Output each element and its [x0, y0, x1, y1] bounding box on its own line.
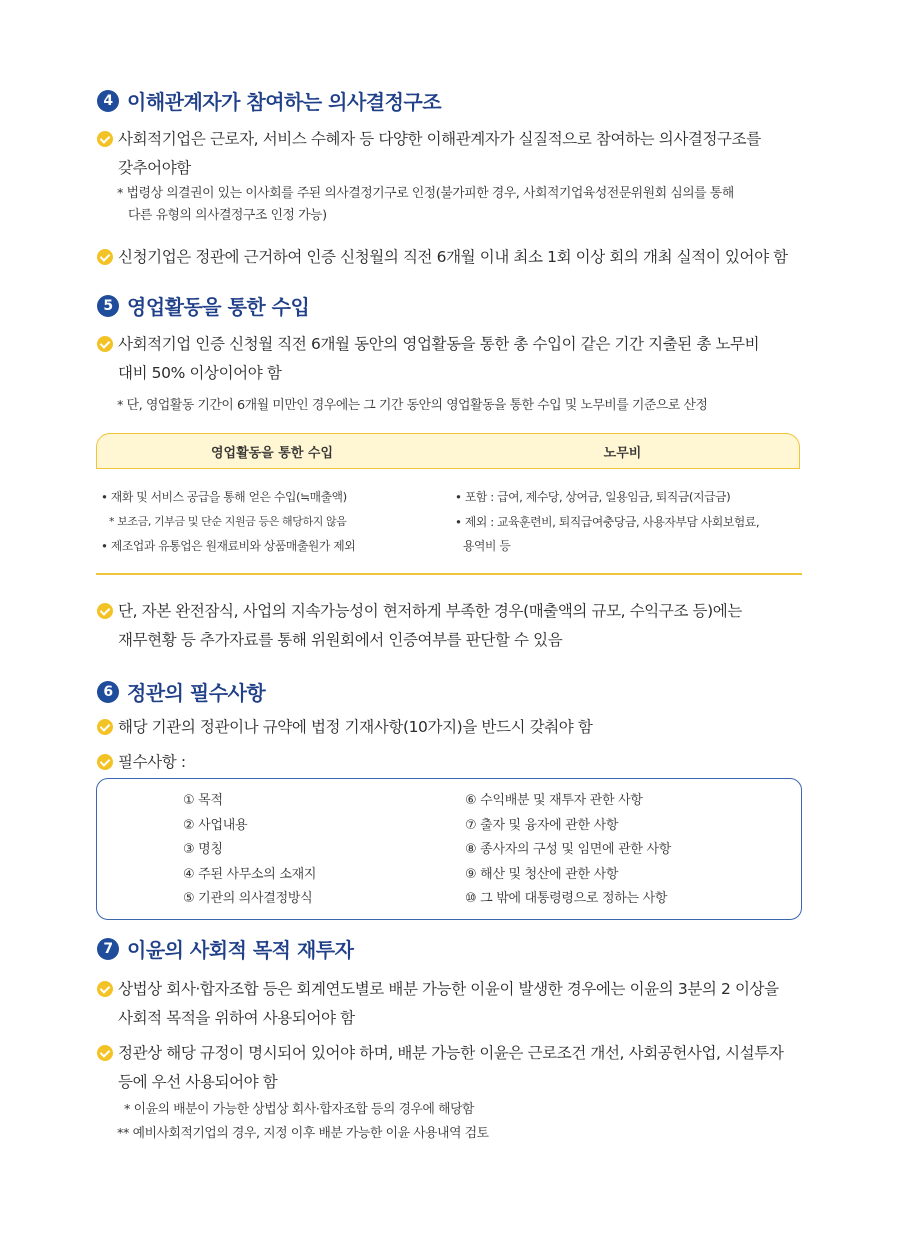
- check-icon: [97, 719, 113, 735]
- check-icon: [97, 981, 113, 997]
- bullet-line: 신청기업은 정관에 근거하여 인증 신청월의 직전 6개월 이내 최소 1회 이상 회의 개최 실적이 있어야 함: [118, 248, 788, 266]
- table-line: 용역비 등: [463, 539, 511, 553]
- section-7-bullet-1: [97, 975, 817, 1033]
- section-7-note-1: * 이윤의 배분이 가능한 상법상 회사·합자조합 등의 경우에 해당함: [124, 1102, 475, 1117]
- check-icon: [97, 754, 113, 770]
- bullet-line: 필수사항 :: [118, 753, 186, 771]
- section-number-badge: 5: [97, 295, 119, 317]
- section-5-bullet-1: [97, 330, 817, 388]
- table-sub-line: * 보조금, 기부금 및 단순 지원금 등은 해당하지 않음: [109, 514, 347, 528]
- note-line: 다른 유형의 의사결정구조 인정 가능): [128, 208, 327, 223]
- section-number-badge: 7: [97, 938, 119, 960]
- bullet-line: 재무현황 등 추가자료를 통해 위원회에서 인증여부를 판단할 수 있음: [118, 631, 563, 649]
- bullet-line: 단, 자본 완전잠식, 사업의 지속가능성이 현저하게 부족한 경우(매출액의 규모, 수익구조 등)에는: [118, 602, 742, 620]
- bullet-line: 해당 기관의 정관이나 규약에 법정 기재사항(10가지)을 반드시 갖춰야 함: [118, 718, 593, 736]
- section-6-bullet-2: [97, 748, 817, 777]
- section-4-note-1: [117, 183, 734, 227]
- required-items-left: [183, 789, 316, 912]
- section-number-badge: 6: [97, 681, 119, 703]
- list-item: ④ 주된 사무소의 소재지: [183, 866, 317, 882]
- list-item: ③ 명칭: [183, 842, 223, 857]
- bullet-line: 갖추어야함: [118, 159, 191, 177]
- table-line: • 제조업과 유통업은 원재료비와 상품매출원가 제외: [101, 539, 356, 553]
- section-4-heading: [97, 86, 441, 115]
- section-7-bullet-2: [97, 1039, 817, 1097]
- table-cell-labor-cost: [455, 485, 759, 559]
- note-line: * 법령상 의결권이 있는 이사회를 주된 의사결정기구로 인정(불가피한 경우, 사회적기업육성전문위원회 심의를 통해: [117, 186, 734, 201]
- list-item: ⑥ 수익배분 및 재투자 관한 사항: [465, 793, 643, 808]
- list-item: ⑨ 해산 및 청산에 관한 사항: [465, 866, 619, 882]
- table-line: • 재화 및 서비스 공급을 통해 얻은 수입(≒매출액): [101, 490, 347, 504]
- bullet-line: 정관상 해당 규정이 명시되어 있어야 하며, 배분 가능한 이윤은 근로조건 개선, 사회공헌사업, 시설투자: [118, 1044, 784, 1062]
- table-cell-revenue: [101, 485, 355, 559]
- bullet-line: 사회적 목적을 위하여 사용되어야 함: [118, 1009, 355, 1027]
- section-4-title: 이해관계자가 참여하는 의사결정구조: [127, 90, 442, 114]
- section-6-title: 정관의 필수사항: [127, 681, 266, 705]
- section-4-bullet-2: [97, 243, 817, 272]
- bullet-line: 상법상 회사·합자조합 등은 회계연도별로 배분 가능한 이윤이 발생한 경우에는 이윤의 3분의 2 이상을: [118, 980, 779, 998]
- table-header-revenue: 영업활동을 통한 수입: [96, 433, 448, 469]
- section-4-bullet-1: [97, 125, 817, 183]
- section-6-bullet-1: [97, 713, 817, 742]
- section-7-heading: [97, 934, 353, 963]
- bullet-line: 사회적기업 인증 신청월 직전 6개월 동안의 영업활동을 통한 총 수입이 같은 기간 지출된 총 노무비: [118, 335, 760, 353]
- table-header-labor-cost: 노무비: [446, 433, 800, 469]
- section-number-badge: 4: [97, 90, 119, 112]
- list-item: ⑧ 종사자의 구성 및 임면에 관한 사항: [465, 842, 671, 857]
- list-item: ① 목적: [183, 793, 223, 808]
- check-icon: [97, 249, 113, 265]
- required-items-right: [465, 789, 671, 912]
- bullet-line: 사회적기업은 근로자, 서비스 수혜자 등 다양한 이해관계자가 실질적으로 참여하는 의사결정구조를: [118, 130, 761, 148]
- bullet-line: 등에 우선 사용되어야 함: [118, 1073, 278, 1091]
- table-line: • 제외 : 교육훈련비, 퇴직급여충당금, 사용자부담 사회보험료,: [455, 514, 760, 529]
- list-item: ⑩ 그 밖에 대통령령으로 정하는 사항: [465, 891, 668, 906]
- list-item: ⑦ 출자 및 융자에 관한 사항: [465, 817, 619, 833]
- table-line: • 포함 : 급여, 제수당, 상여금, 일용임금, 퇴직금(지급금): [455, 490, 731, 504]
- check-icon: [97, 1045, 113, 1061]
- required-items-box: [96, 778, 802, 920]
- bullet-line: 대비 50% 이상이어야 함: [118, 364, 282, 382]
- check-icon: [97, 603, 113, 619]
- check-icon: [97, 131, 113, 147]
- section-7-title: 이윤의 사회적 목적 재투자: [127, 938, 354, 962]
- section-7-note-2: ** 예비사회적기업의 경우, 지정 이후 배분 가능한 이윤 사용내역 검토: [117, 1126, 489, 1141]
- table-bottom-rule: [96, 573, 802, 575]
- list-item: ⑤ 기관의 의사결정방식: [183, 891, 313, 906]
- section-5-bullet-2: [97, 597, 817, 655]
- section-5-heading: [97, 291, 309, 320]
- list-item: ② 사업내용: [183, 817, 248, 833]
- section-5-title: 영업활동을 통한 수입: [127, 295, 310, 319]
- check-icon: [97, 336, 113, 352]
- section-5-note-1: * 단, 영업활동 기간이 6개월 미만인 경우에는 그 기간 동안의 영업활동을 통한 수입 및 노무비를 기준으로 산정: [117, 398, 708, 413]
- revenue-labor-table-header: [96, 433, 802, 467]
- section-6-heading: [97, 677, 265, 706]
